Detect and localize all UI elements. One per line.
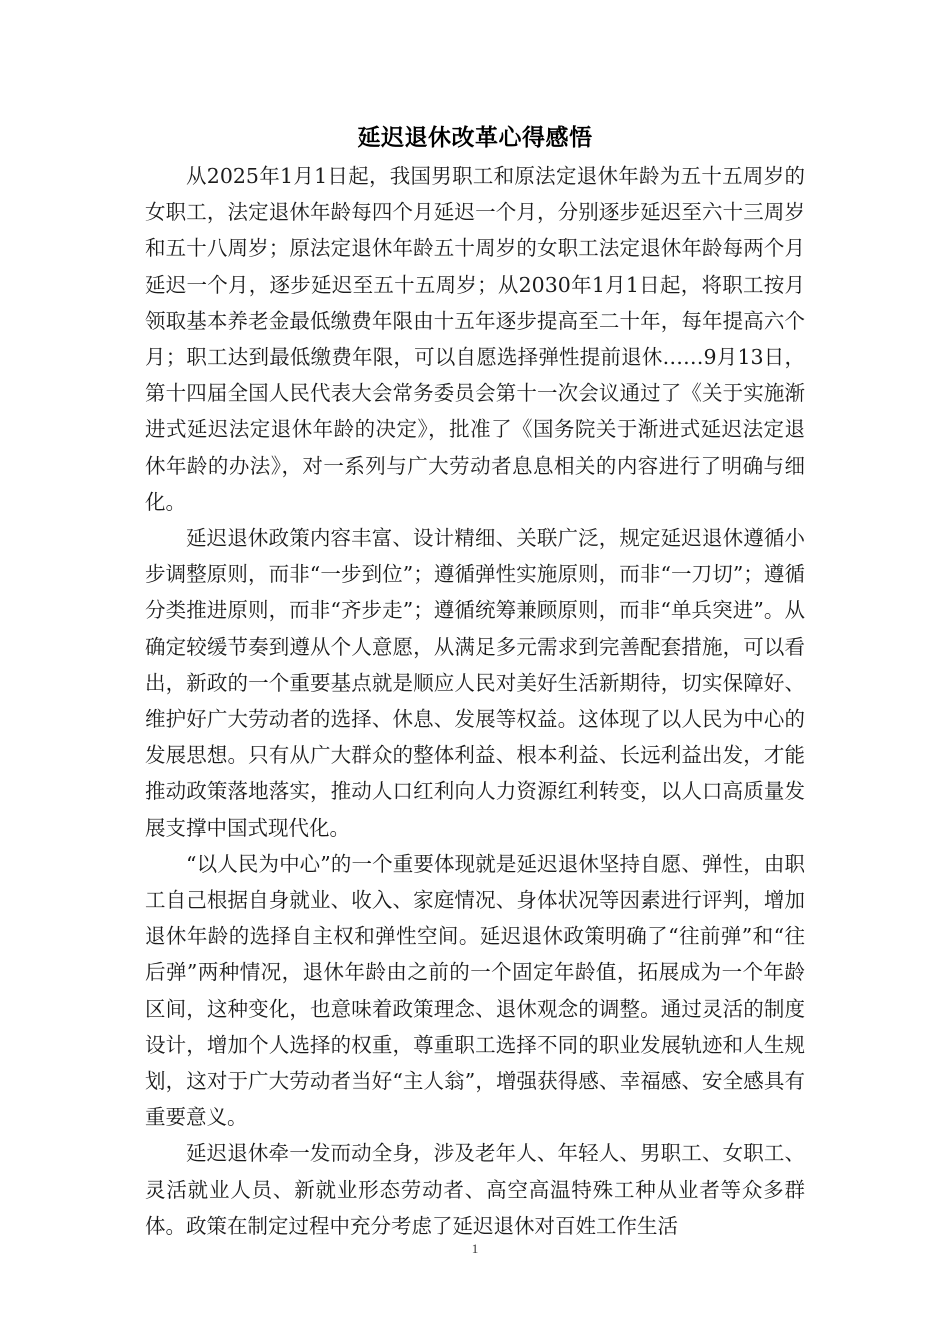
document-title: 延迟退休改革心得感悟 — [357, 125, 593, 151]
paragraph-3: “以人民为中心”的一个重要体现就是延迟退休坚持自愿、弹性，由职工自己根据自身就业、收入、家庭情况、身体状况等因素进行评判，增加退休年龄的选择自主权和弹性空间。延迟退休政策明确了“往前弹”和“往后弹”两种情况，退休年龄由之前的一个固定年龄值，拓展成为一个年龄区间，这种变化，也意味着政策理念、退休观念的调整。通过灵活的制度设计，增加个人选择的权重，尊重职工选择不同的职业发展轨迹和人生规划，这对于广大劳动者当好“主人翁”，增强获得感、幸福感、安全感具有重要意义。 — [145, 851, 805, 1130]
page-number: 1 — [471, 1241, 479, 1256]
document-body — [145, 158, 805, 1244]
paragraph-4: 延迟退休牵一发而动全身，涉及老年人、年轻人、男职工、女职工、灵活就业人员、新就业形态劳动者、高空高温特殊工种从业者等众多群体。政策在制定过程中充分考虑了延迟退休对百姓工作生活 — [145, 1141, 805, 1238]
paragraph-2: 延迟退休政策内容丰富、设计精细、关联广泛，规定延迟退休遵循小步调整原则，而非“一步到位”；遵循弹性实施原则，而非“一刀切”；遵循分类推进原则，而非“齐步走”；遵循统筹兼顾原则，而非“单兵突进”。从确定较缓节奏到遵从个人意愿，从满足多元需求到完善配套措施，可以看出，新政的一个重要基点就是顺应人民对美好生活新期待，切实保障好、维护好广大劳动者的选择、休息、发展等权益。这体现了以人民为中心的发展思想。只有从广大群众的整体利益、根本利益、长远利益出发，才能推动政策落地落实，推动人口红利向人力资源红利转变，以人口高质量发展支撑中国式现代化。 — [145, 526, 805, 840]
paragraph-1: 从2025年1月1日起，我国男职工和原法定退休年龄为五十五周岁的女职工，法定退休年龄每四个月延迟一个月，分别逐步延迟至六十三周岁和五十八周岁；原法定退休年龄五十周岁的女职工法定退休年龄每两个月延迟一个月，逐步延迟至五十五周岁；从2030年1月1日起，将职工按月领取基本养老金最低缴费年限由十五年逐步提高至二十年，每年提高六个月；职工达到最低缴费年限，可以自愿选择弹性提前退休……9月13日，第十四届全国人民代表大会常务委员会第十一次会议通过了《关于实施渐进式延迟法定退休年龄的决定》，批准了《国务院关于渐进式延迟法定退休年龄的办法》，对一系列与广大劳动者息息相关的内容进行了明确与细化。 — [145, 164, 805, 514]
